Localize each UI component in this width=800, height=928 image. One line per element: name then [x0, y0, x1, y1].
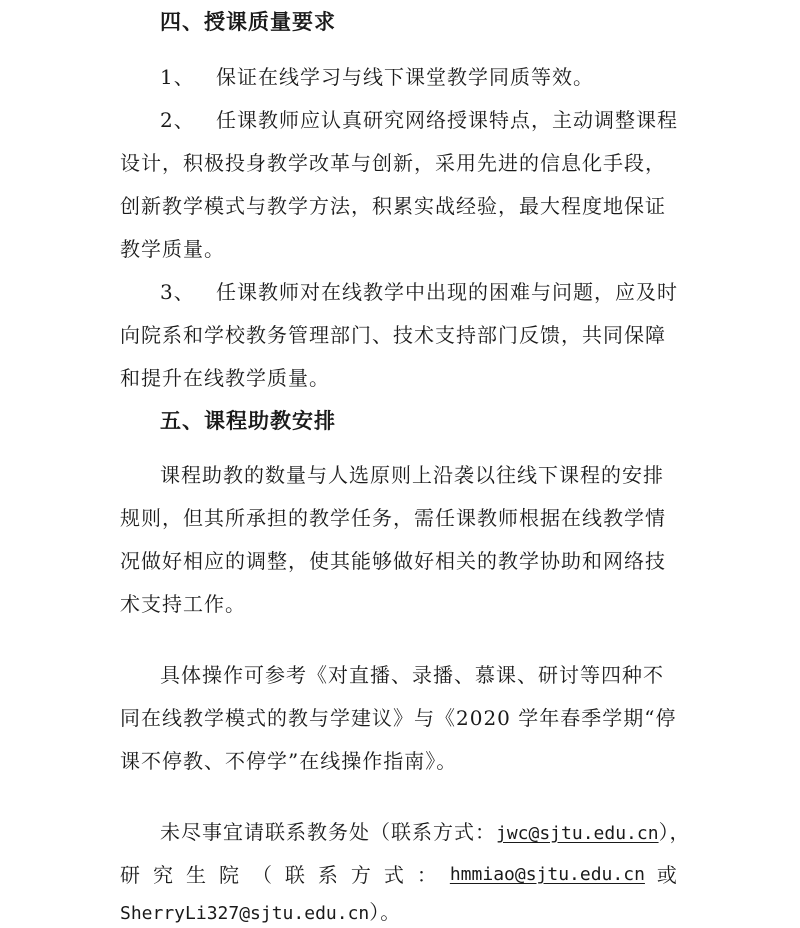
email-link-jwc[interactable]: jwc@sjtu.edu.cn: [496, 823, 659, 844]
contact-word: 联: [284, 863, 306, 887]
contact-word: （: [251, 863, 273, 887]
section-4-item-2-line-4: 教学质量。: [120, 237, 225, 261]
item-number: 3、: [160, 280, 195, 304]
section-4-item-2-line-3: 创新教学模式与教学方法，积累实战经验，最大程度地保证: [120, 194, 666, 218]
contact-word: 院: [218, 863, 240, 887]
contact-word: 生: [185, 863, 207, 887]
section-5-para-line-2: 规则，但其所承担的教学任务，需任课教师根据在线教学情: [120, 506, 666, 530]
section-4-item-3-line-1: [160, 278, 678, 306]
contact-suffix: ），: [658, 820, 691, 844]
section-5-heading: 五、课程助教安排: [160, 409, 336, 433]
contact-word: 式: [383, 863, 405, 887]
contact-word: 究: [152, 863, 174, 887]
contact-or: 或: [656, 863, 678, 887]
reference-line-1: 具体操作可参考《对直播、录播、慕课、研讨等四种不: [160, 663, 664, 687]
email-sherryli[interactable]: SherryLi327@sjtu.edu.cn: [120, 903, 370, 924]
section-4-item-3-line-2: 向院系和学校教务管理部门、技术支持部门反馈，共同保障: [120, 323, 666, 347]
contact-word: 系: [317, 863, 339, 887]
section-4-item-3-line-3: 和提升在线教学质量。: [120, 366, 330, 390]
contact-word: 研: [120, 863, 141, 887]
section-5-para-line-3: 况做好相应的调整，使其能够做好相关的教学协助和网络技: [120, 549, 666, 573]
reference-line-3: 课不停教、不停学”在线操作指南》。: [120, 749, 458, 773]
contact-close: ）。: [369, 900, 402, 924]
section-5-para-line-1: 课程助教的数量与人选原则上沿袭以往线下课程的安排: [160, 463, 664, 487]
section-4-item-2-line-1: [160, 106, 678, 134]
contact-line-1: [160, 818, 691, 848]
contact-prefix: 未尽事宜请联系教务处（联系方式：: [160, 820, 496, 844]
contact-word: ：: [416, 863, 438, 887]
item-number: 2、: [160, 108, 195, 132]
section-5-para-line-4: 术支持工作。: [120, 592, 246, 616]
item-number: 1、: [160, 65, 195, 89]
section-4-heading: 四、授课质量要求: [160, 10, 336, 34]
email-link-hmmiao[interactable]: hmmiao@sjtu.edu.cn: [449, 864, 645, 885]
section-4-item-1: [160, 63, 594, 91]
reference-line-2: 同在线教学模式的教与学建议》与《2020 学年春季学期“停: [120, 706, 677, 730]
contact-word: 方: [350, 863, 372, 887]
contact-line-3: [120, 898, 401, 928]
item-text: 保证在线学习与线下课堂教学同质等效。: [216, 65, 594, 89]
contact-line-2: [120, 861, 678, 889]
item-text: 任课教师对在线教学中出现的困难与问题，应及时: [216, 280, 678, 304]
item-text: 任课教师应认真研究网络授课特点，主动调整课程: [216, 108, 678, 132]
section-4-item-2-line-2: 设计，积极投身教学改革与创新，采用先进的信息化手段，: [120, 151, 666, 175]
